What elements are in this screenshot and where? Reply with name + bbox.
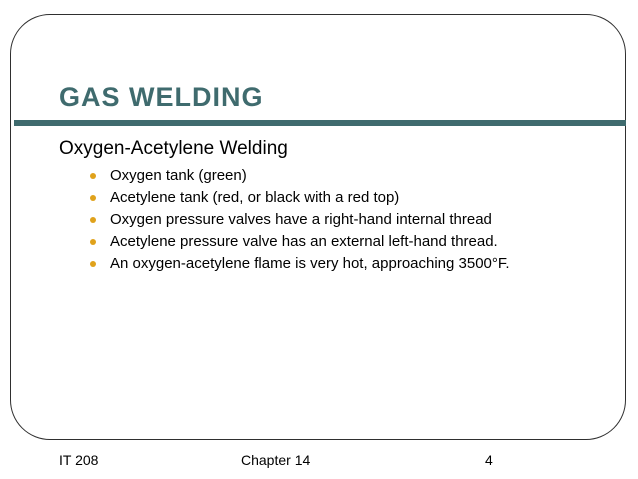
bullet-text: Acetylene tank (red, or black with a red top)	[110, 189, 400, 206]
bullet-text: Oxygen pressure valves have a right-hand internal thread	[110, 211, 492, 228]
bullet-icon	[90, 261, 96, 267]
title-divider	[14, 120, 626, 126]
bullet-text: Oxygen tank (green)	[110, 167, 247, 184]
slide-title: GAS WELDING	[59, 82, 264, 112]
footer-course: IT 208	[59, 452, 99, 468]
footer-chapter: Chapter 14	[241, 452, 311, 468]
bullet-icon	[90, 217, 96, 223]
bullet-icon	[90, 173, 96, 179]
bullet-icon	[90, 195, 96, 201]
bullet-text: An oxygen-acetylene flame is very hot, approaching 3500°F.	[110, 255, 510, 272]
bullet-text: Acetylene pressure valve has an external left-hand thread.	[110, 233, 498, 250]
bullet-icon	[90, 239, 96, 245]
slide-subtitle: Oxygen-Acetylene Welding	[59, 138, 288, 159]
footer-page-number: 4	[485, 452, 493, 468]
